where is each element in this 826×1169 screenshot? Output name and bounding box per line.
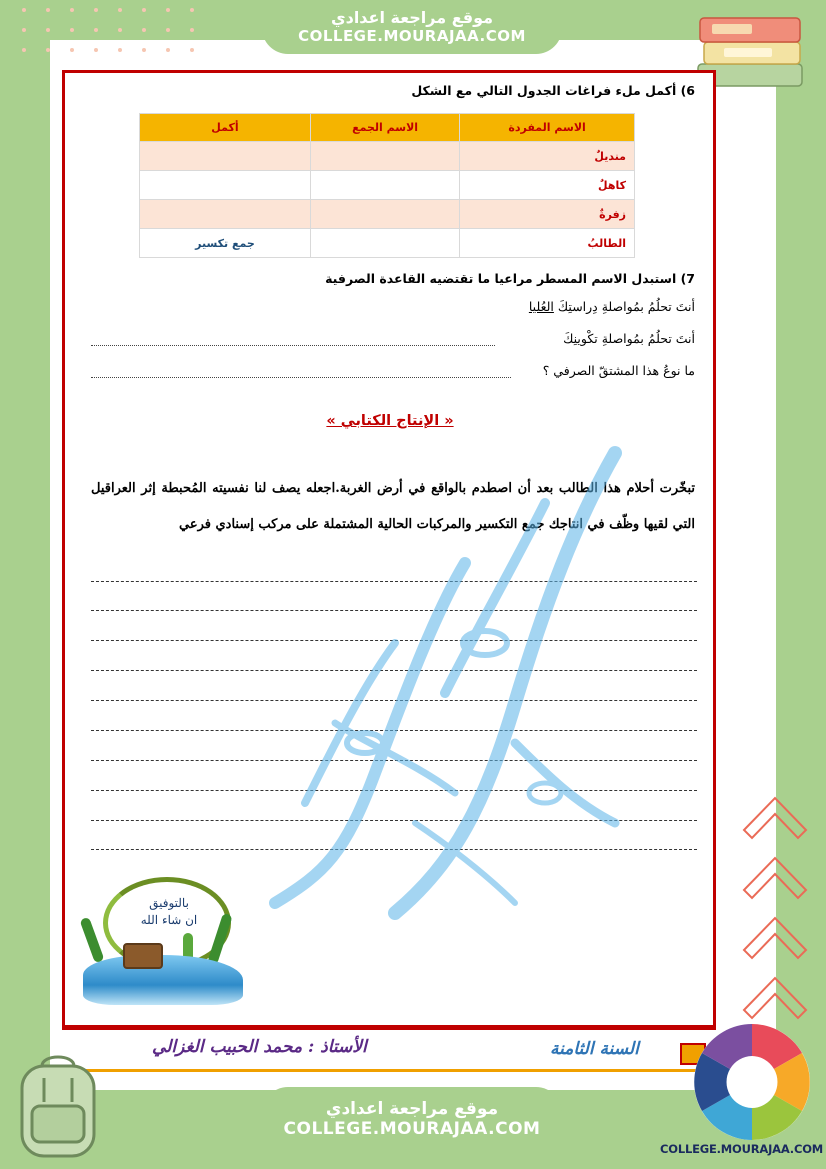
site-logo-text[interactable]: COLLEGE.MOURAJAA.COM: [660, 1142, 824, 1156]
derivative-question: ما نوعُ هذا المشتقّ الصرفي ؟: [542, 363, 695, 378]
single-cell: منديلٌ: [460, 142, 635, 171]
writing-line[interactable]: [91, 670, 697, 671]
footer-strip: [62, 1025, 716, 1075]
treasure-chest-icon: [123, 943, 163, 969]
water-wave: [83, 955, 243, 1005]
sentence-original: [529, 299, 695, 314]
plural-cell[interactable]: [310, 229, 459, 258]
chevron-up-icon: [740, 790, 810, 846]
backpack-icon: [8, 1052, 108, 1162]
chevron-up-icon: [740, 850, 810, 906]
worksheet: [62, 70, 716, 1030]
complete-cell: جمع تكسير: [140, 229, 311, 258]
closing-illustration: [83, 873, 243, 1008]
plural-cell[interactable]: [310, 200, 459, 229]
table-row: [140, 171, 635, 200]
site-footer-tab[interactable]: [262, 1087, 562, 1157]
writing-line[interactable]: [91, 790, 697, 791]
header-single: الاسم المفردة: [460, 114, 635, 142]
writing-line[interactable]: [91, 820, 697, 821]
site-name: موقع مراجعة اعدادي: [325, 1099, 499, 1119]
writing-line[interactable]: [91, 610, 697, 611]
footer-red-line: [62, 1025, 716, 1029]
section-title: « الإنتاج الكتابي »: [326, 413, 454, 429]
writing-line[interactable]: [91, 760, 697, 761]
sentence-rewrite: أنتَ تحلُمُ بمُواصلةِ تكْوينِكَ: [563, 331, 695, 346]
plural-cell[interactable]: [310, 142, 459, 171]
table-row: [140, 229, 635, 258]
closing-line-2: ان شاء الله: [140, 913, 198, 927]
writing-line[interactable]: [91, 700, 697, 701]
site-domain: COLLEGE.MOURAJAA.COM: [298, 27, 526, 45]
writing-line[interactable]: [91, 849, 697, 850]
site-domain: COLLEGE.MOURAJAA.COM: [283, 1119, 541, 1139]
table-row: [140, 142, 635, 171]
plural-cell[interactable]: [310, 171, 459, 200]
complete-cell[interactable]: [140, 171, 311, 200]
plant-leaf: [79, 917, 104, 964]
single-cell: الطالبُ: [460, 229, 635, 258]
answer-line[interactable]: [91, 345, 495, 346]
writing-line[interactable]: [91, 640, 697, 641]
teacher-name: الأستاذ : محمد الحبيب الغزالي: [152, 1037, 367, 1057]
writing-line[interactable]: [91, 581, 697, 582]
chevron-up-icon: [740, 970, 810, 1026]
question-7-title: 7) استبدل الاسم المسطر مراعيا ما تقتضيه القاعدة الصرفية: [325, 271, 695, 286]
question-6-title: 6) أكمل ملء فراغات الجدول التالي مع الشكل: [411, 83, 695, 98]
header-complete: أكمل: [140, 114, 311, 142]
chevron-up-icon: [740, 910, 810, 966]
production-prompt: تبخّرت أحلام هذا الطالب بعد أن اصطدم بالواقع في أرض الغربة.اجعله يصف لنا نفسيته المُحبطة إثر العراقيل التي لقيها وظّف في انتاجك جمع التكسير والمركبات الحالية المشتملة على مركب إسنادي فرعي: [91, 481, 695, 532]
header-plural: الاسم الجمع: [310, 114, 459, 142]
grade-level: السنة الثامنة: [550, 1039, 639, 1059]
complete-cell[interactable]: [140, 142, 311, 171]
footer-orange-bar: [62, 1069, 716, 1072]
single-cell: كاهلٌ: [460, 171, 635, 200]
decorative-dots: [18, 0, 208, 60]
table-row: [140, 200, 635, 229]
fill-table: [139, 113, 635, 258]
site-header-tab[interactable]: [262, 0, 562, 54]
writing-line[interactable]: [91, 730, 697, 731]
site-name: موقع مراجعة اعدادي: [330, 8, 494, 27]
single-cell: زفرةٌ: [460, 200, 635, 229]
answer-line[interactable]: [91, 377, 511, 378]
closing-line-1: بالتوفيق: [149, 896, 189, 910]
sentence-original-text: أنتَ تحلُمُ بمُواصلةِ دِراستِكَ: [557, 299, 695, 314]
underlined-noun: العُليا: [528, 299, 554, 314]
site-logo-wheel-icon: [690, 1020, 814, 1144]
complete-cell[interactable]: [140, 200, 311, 229]
closing-message: [129, 895, 209, 929]
